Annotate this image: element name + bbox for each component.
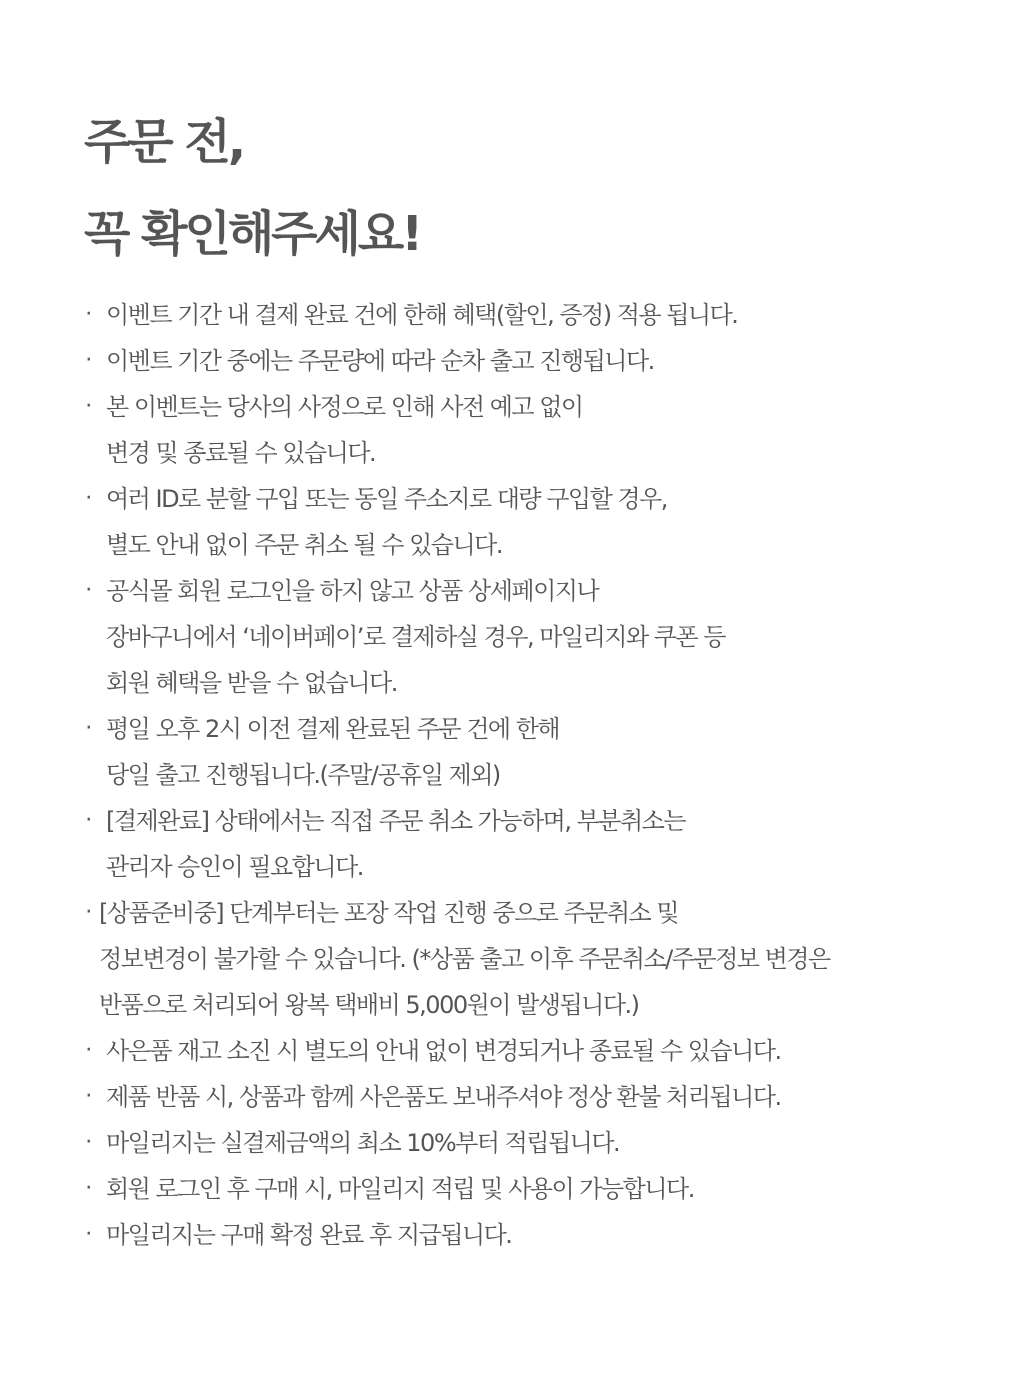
notice-item	[82, 568, 992, 706]
notice-text-line: 이벤트 기간 중에는 주문량에 따라 순차 출고 진행됩니다.	[106, 347, 654, 375]
notice-text-line: 당일 출고 진행됩니다.(주말/공휴일 제외)	[106, 761, 500, 789]
notice-text-line: 정보변경이 불가할 수 있습니다. (*상품 출고 이후 주문취소/주문정보 변경은	[99, 945, 830, 973]
notice-item	[82, 1074, 992, 1120]
notice-text-line: 회원 로그인 후 구매 시, 마일리지 적립 및 사용이 가능합니다.	[106, 1175, 694, 1203]
notice-text-line: 장바구니에서 ‘네이버페이’로 결제하실 경우, 마일리지와 쿠폰 등	[106, 623, 725, 651]
bullet-dot-icon: ·	[85, 1084, 91, 1109]
page-title	[84, 96, 420, 280]
notice-item	[82, 476, 992, 568]
notice-text-line: [상품준비중] 단계부터는 포장 작업 진행 중으로 주문취소 및	[99, 899, 679, 927]
title-line-2: 꼭 확인해주세요!	[84, 206, 421, 262]
notice-item	[82, 1166, 992, 1212]
notice-item	[82, 1028, 992, 1074]
notice-item	[82, 338, 992, 384]
bullet-dot-icon: ·	[85, 394, 91, 419]
notice-item	[82, 292, 992, 338]
notice-text-line: 반품으로 처리되어 왕복 택배비 5,000원이 발생됩니다.)	[99, 991, 639, 1019]
bullet-dot-icon: ·	[85, 1038, 91, 1063]
bullet-dot-icon: ·	[85, 348, 91, 373]
notice-text-line: 마일리지는 실결제금액의 최소 10%부터 적립됩니다.	[106, 1129, 620, 1157]
notice-text-line: 마일리지는 구매 확정 완료 후 지급됩니다.	[106, 1221, 512, 1249]
bullet-dot-icon: ·	[85, 302, 91, 327]
notice-item	[82, 890, 992, 1028]
notice-text-line: 변경 및 종료될 수 있습니다.	[106, 439, 376, 467]
notice-text-line: 이벤트 기간 내 결제 완료 건에 한해 혜택(할인, 증정) 적용 됩니다.	[106, 301, 738, 329]
bullet-dot-icon: ·	[85, 486, 91, 511]
notice-text-line: 제품 반품 시, 상품과 함께 사은품도 보내주셔야 정상 환불 처리됩니다.	[106, 1083, 781, 1111]
notice-text-line: 사은품 재고 소진 시 별도의 안내 없이 변경되거나 종료될 수 있습니다.	[106, 1037, 781, 1065]
notice-list	[82, 292, 992, 1258]
notice-text-line: 공식몰 회원 로그인을 하지 않고 상품 상세페이지나	[106, 577, 599, 605]
notice-item	[82, 1212, 992, 1258]
bullet-dot-icon: ·	[85, 578, 91, 603]
bullet-dot-icon: ·	[85, 1176, 91, 1201]
bullet-dot-icon: ·	[85, 1222, 91, 1247]
notice-text-line: 별도 안내 없이 주문 취소 될 수 있습니다.	[106, 531, 502, 559]
notice-text-line: 평일 오후 2시 이전 결제 완료된 주문 건에 한해	[106, 715, 560, 743]
notice-item	[82, 384, 992, 476]
notice-text-line: [결제완료] 상태에서는 직접 주문 취소 가능하며, 부분취소는	[106, 807, 686, 835]
notice-item	[82, 706, 992, 798]
notice-item	[82, 798, 992, 890]
notice-text-line: 관리자 승인이 필요합니다.	[106, 853, 363, 881]
bullet-dot-icon: ·	[85, 1130, 91, 1155]
notice-text-line: 여러 ID로 분할 구입 또는 동일 주소지로 대량 구입할 경우,	[106, 485, 667, 513]
bullet-dot-icon: ·	[85, 716, 91, 741]
title-line-1: 주문 전,	[84, 114, 244, 170]
notice-item	[82, 1120, 992, 1166]
notice-text-line: 회원 혜택을 받을 수 없습니다.	[106, 669, 397, 697]
notice-text-line: 본 이벤트는 당사의 사정으로 인해 사전 예고 없이	[106, 393, 583, 421]
bullet-dot-icon: ·	[85, 808, 91, 833]
bullet-dot-icon: ·	[85, 900, 91, 925]
